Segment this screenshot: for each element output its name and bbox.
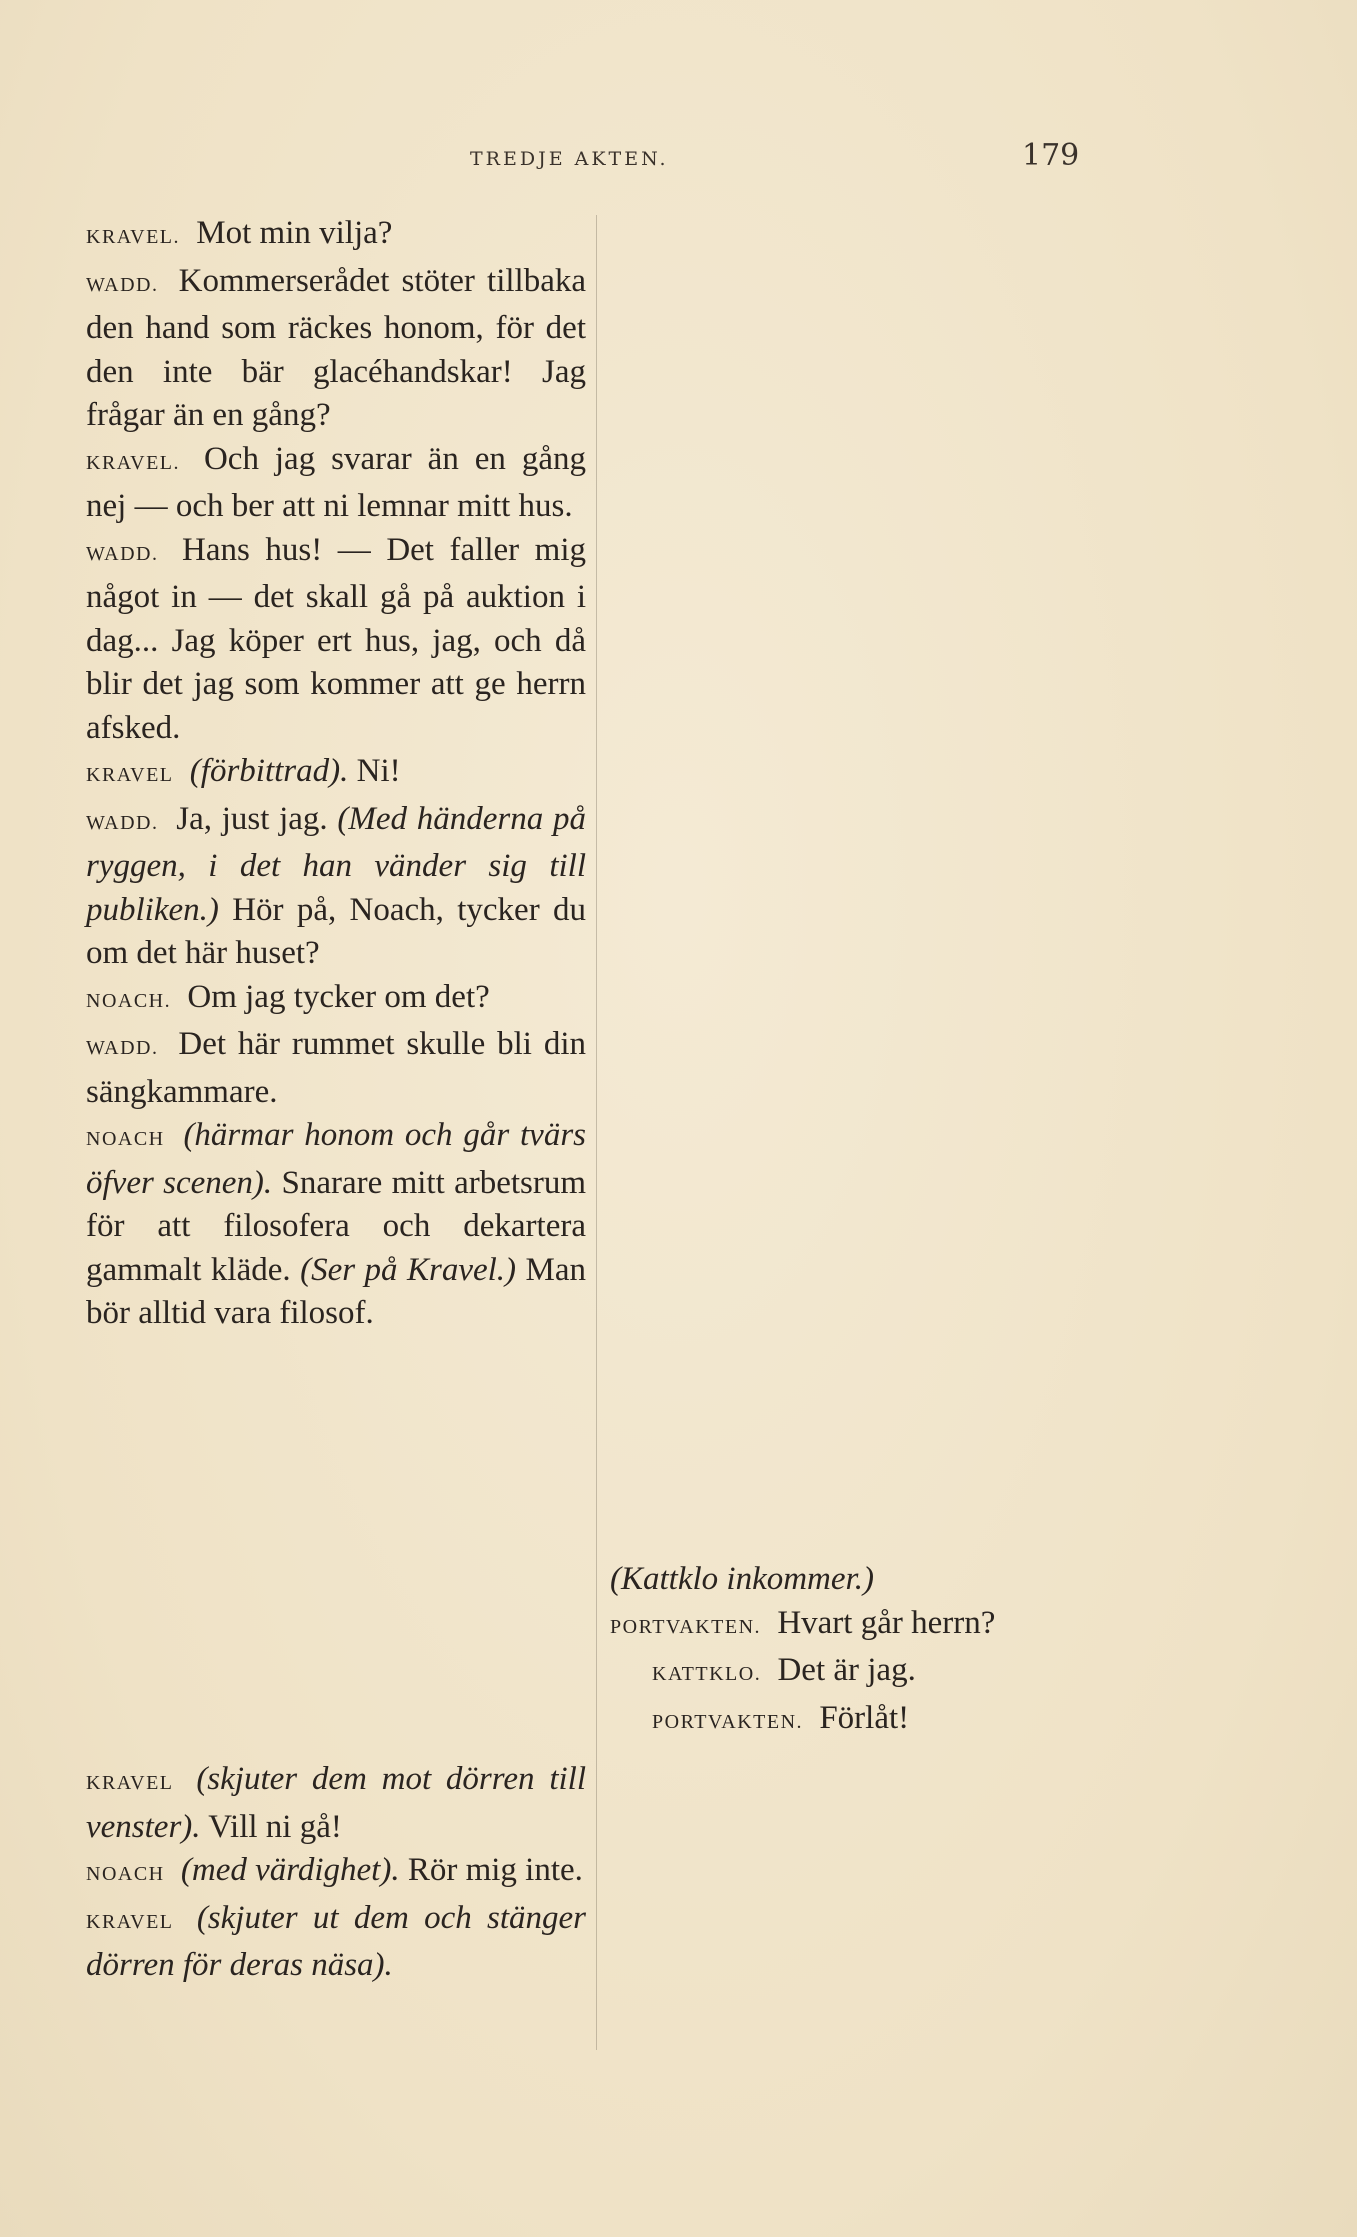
speech-text: Ja, just jag. <box>176 800 328 837</box>
speech-line <box>86 1114 586 1336</box>
stage-direction: (skjuter ut dem och stänger dörren för deras näsa). <box>86 1899 586 1983</box>
stage-direction: (Med händerna på ryggen, i det han vänder sig till publiken.) <box>86 800 587 928</box>
speech-line <box>86 798 586 976</box>
speech-line <box>86 1758 586 1849</box>
speech-text: Hör på, Noach, tycker du om det här huset? <box>86 891 587 971</box>
page-number: 179 <box>1022 138 1080 173</box>
stage-direction: (förbittrad). <box>189 753 349 789</box>
speaker-name: WADD. <box>86 1037 159 1059</box>
stage-direction: (med värdighet). <box>180 1852 400 1888</box>
speech-line <box>86 750 586 798</box>
speech-line <box>610 1649 1130 1697</box>
speech-text: Kommerserådet stöter tillbaka den hand som räckes honom, för det den inte bär glacéhandskar! Jag frågar än en gång? <box>86 262 586 433</box>
speech-text: Förlåt! <box>819 1699 910 1736</box>
speech-line <box>86 1023 586 1114</box>
speech-text: Det är jag. <box>777 1652 916 1688</box>
speech-text: Mot min vilja? <box>196 215 393 251</box>
speaker-name: NOACH <box>86 1863 165 1885</box>
speaker-name: KRAVEL. <box>86 451 181 474</box>
running-title: TREDJE AKTEN. <box>470 148 669 170</box>
right-column <box>610 1558 1130 1744</box>
speech-text: Hvart går herrn? <box>777 1604 996 1641</box>
speaker-name: NOACH <box>86 1128 165 1150</box>
stage-direction: (Kattklo inkommer.) <box>610 1561 874 1597</box>
stage-direction: (Ser på Kravel.) <box>300 1251 517 1288</box>
speech-line <box>610 1602 1130 1650</box>
bottom-left-column <box>86 1758 586 1988</box>
column-divider <box>596 215 597 2050</box>
speech-line <box>610 1558 1130 1602</box>
speaker-name: PORTVAKTEN. <box>610 1615 762 1638</box>
speaker-name: WADD. <box>86 273 159 296</box>
speech-line <box>86 1897 586 1988</box>
speaker-name: KATTKLO. <box>652 1663 762 1685</box>
stage-direction: (härmar honom och går tvärs öfver scenen). <box>86 1117 587 1201</box>
speech-text: Vill ni gå! <box>208 1808 342 1845</box>
speech-line <box>610 1697 1130 1745</box>
speech-text: Det här rummet skulle bli din sängkammare. <box>86 1026 586 1110</box>
speech-line <box>86 260 586 438</box>
speaker-name: KRAVEL <box>86 764 174 786</box>
speech-text: Man bör alltid vara filosof. <box>86 1251 586 1331</box>
speaker-name: WADD. <box>86 811 159 834</box>
speech-text: Hans hus! — Det faller mig något in — det skall gå på auktion i dag... Jag köper ert hus, jag, och då blir det jag som kommer att ge herrn afsked. <box>86 531 587 746</box>
speech-text: Ni! <box>356 753 401 789</box>
speaker-name: KRAVEL <box>86 1910 174 1933</box>
speech-text: Och jag svarar än en gång nej — och ber att ni lemnar mitt hus. <box>86 440 586 524</box>
speech-line <box>86 976 586 1024</box>
speaker-name: KRAVEL <box>86 1772 174 1794</box>
speech-text: Om jag tycker om det? <box>187 978 490 1015</box>
speaker-name: WADD. <box>86 542 159 565</box>
speaker-name: KRAVEL. <box>86 226 181 248</box>
speech-text: Snarare mitt arbetsrum för att filosofera och dekartera gammalt kläde. <box>86 1164 587 1288</box>
speech-line <box>86 529 586 751</box>
speech-line <box>86 212 586 260</box>
speech-line <box>86 1849 586 1897</box>
speech-text: Rör mig inte. <box>407 1852 583 1888</box>
speaker-name: NOACH. <box>86 989 172 1012</box>
left-column <box>86 212 586 1336</box>
stage-direction: (skjuter dem mot dörren till venster). <box>86 1761 586 1845</box>
speaker-name: PORTVAKTEN. <box>652 1710 804 1733</box>
speech-line <box>86 438 586 529</box>
